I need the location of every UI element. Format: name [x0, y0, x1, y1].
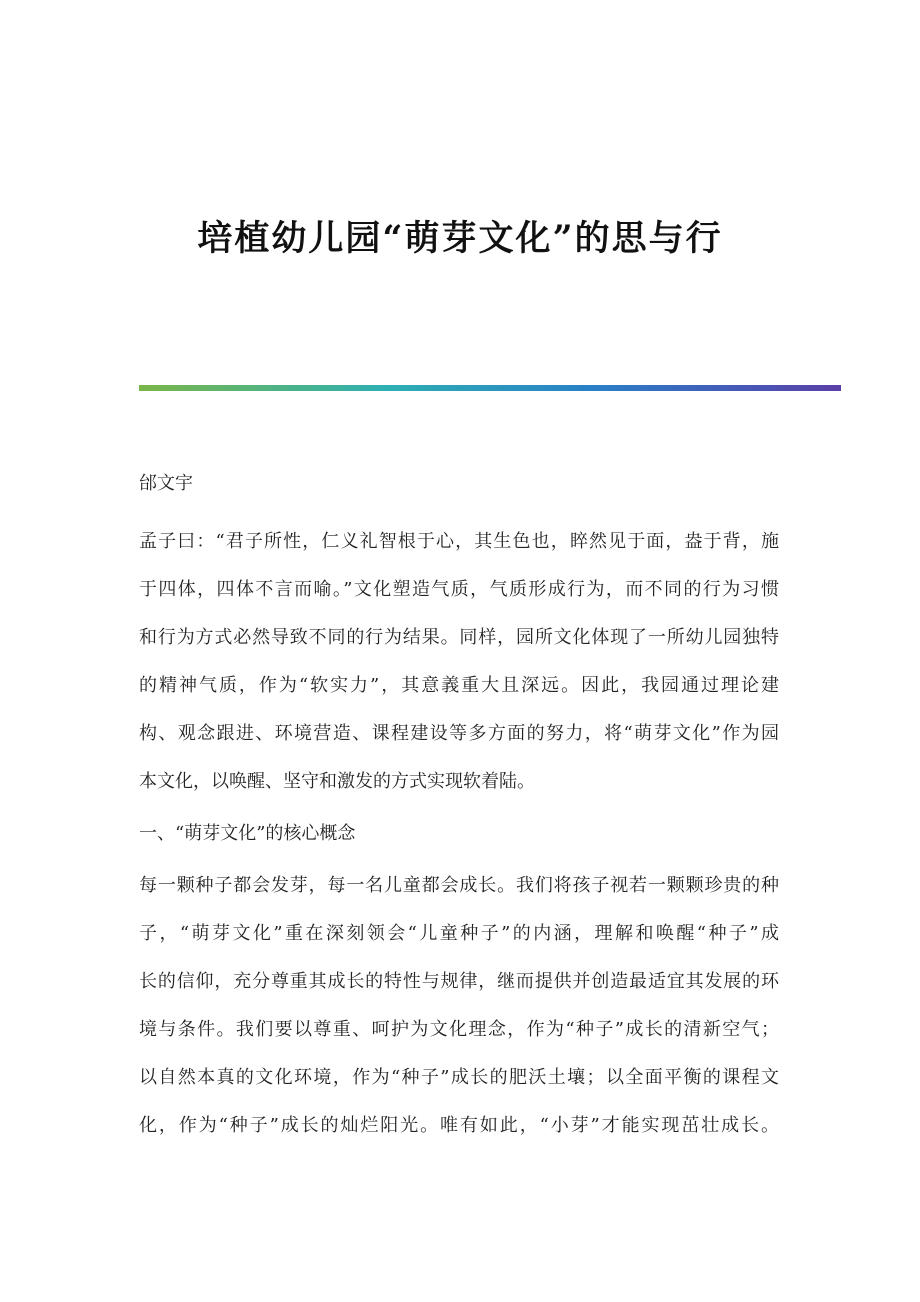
- text-line: 构、观念跟进、环境营造、课程建设等多方面的努力，将“萌芽文化”作为园: [139, 723, 779, 744]
- text-line: 化，作为“种子”成长的灿烂阳光。唯有如此，“小芽”才能实现茁壮成长。: [139, 1115, 779, 1136]
- paragraph-core-concept: [139, 862, 779, 1150]
- text-line: 长的信仰，充分尊重其成长的特性与规律，继而提供并创造最适宜其发展的环: [139, 971, 779, 992]
- text-line: 孟子曰：“君子所性，仁义礼智根于心，其生色也，睟然见于面，盎于背，施: [139, 531, 779, 552]
- title-divider: [139, 385, 841, 391]
- text-line: 本文化，以唤醒、坚守和激发的方式实现软着陆。: [139, 771, 535, 792]
- text-line: 子，“萌芽文化”重在深刻领会“儿童种子”的内涵，理解和唤醒“种子”成: [139, 923, 779, 944]
- text-line: 每一颗种子都会发芽，每一名儿童都会成长。我们将孩子视若一颗颗珍贵的种: [139, 875, 779, 896]
- paragraph-intro: [139, 518, 779, 806]
- document-title: 培植幼儿园“萌芽文化”的思与行: [197, 218, 723, 259]
- text-line: 境与条件。我们要以尊重、呵护为文化理念，作为“种子”成长的清新空气；: [139, 1019, 779, 1040]
- author-name: 邰文宇: [139, 473, 193, 494]
- text-line: 和行为方式必然导致不同的行为结果。同样，园所文化体现了一所幼儿园独特: [139, 627, 779, 648]
- text-line: 以自然本真的文化环境，作为“种子”成长的肥沃土壤；以全面平衡的课程文: [139, 1067, 779, 1088]
- text-line: 的精神气质，作为“软实力”，其意義重大且深远。因此，我园通过理论建: [139, 675, 779, 696]
- section-heading: 一、“萌芽文化”的核心概念: [139, 823, 356, 844]
- text-line: 于四体，四体不言而喻。”文化塑造气质，气质形成行为，而不同的行为习惯: [139, 579, 779, 600]
